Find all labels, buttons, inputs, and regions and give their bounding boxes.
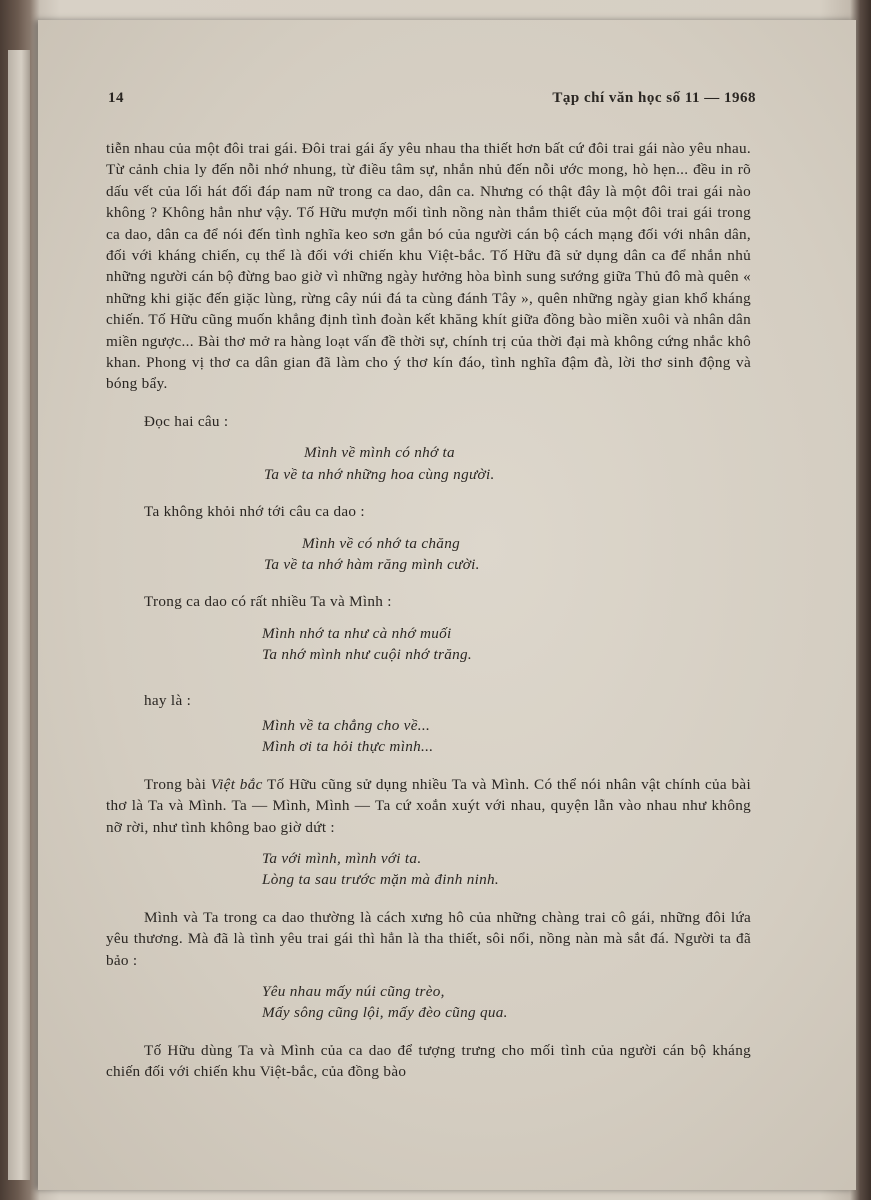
paragraph-text: Trong bài: [144, 775, 211, 793]
paragraph-intro: tiễn nhau của một đôi trai gái. Đôi trai gái ấy yêu nhau tha thiết hơn bất cứ đôi trai gái nào yêu nhau. Từ cảnh chia ly đến nỗi nhớ nhung, từ điều tâm sự, nhắn nhủ đến nỗi ước mong, hò hẹn... đều in rõ dấu vết của lối hát đối đáp nam nữ trong ca dao, dân ca. Nhưng có thật đây là một đôi trai gái nào không ? Không hẳn như vậy. Tố Hữu mượn mối tình nồng nàn thắm thiết của một đôi trai gái trong ca dao, dân ca để nói đến tình nghĩa keo sơn gắn bó của người cán bộ cách mạng đối với nhân dân, đối với kháng chiến, cụ thể là đối với chiến khu Việt-bắc. Tố Hữu đã sử dụng dân ca để nhắn nhủ những người cán bộ đừng bao giờ vì những ngày hưởng hòa bình sung sướng giữa Thủ đô mà quên « những khi giặc đến giặc lùng, rừng cây núi đá ta cùng đánh Tây », quên những ngày gian khổ kháng chiến. Tố Hữu cũng muốn khẳng định tình đoàn kết khăng khít giữa đồng bào miền xuôi và nhân dân miền ngược... Bài thơ mở ra hàng loạt vấn đề thời sự, chính trị của thời đại mà không cứng nhắc khô khan. Phong vị thơ ca dân gian đã làm cho ý thơ kín đáo, tình nghĩa đậm đà, lời thơ sinh động và bóng bẩy.: [106, 140, 751, 393]
verse-line: Mình về có nhớ ta chăng: [302, 534, 460, 552]
verse-line: Ta về ta nhớ những hoa cùng người.: [264, 465, 495, 483]
page-number: 14: [108, 90, 124, 106]
paragraph-text: Tố Hữu cũng sử dụng nhiều Ta và Mình. Có thể nói nhân vật chính của bài thơ là Ta và Mình. Ta — Mình, Mình — Ta cứ xoắn xuýt với nhau, quyện lẫn vào nhau như không nỡ rời, như tình không bao giờ dứt :: [106, 775, 751, 836]
verse-line: Ta nhớ mình như cuội nhớ trăng.: [262, 646, 473, 664]
verse-line: Lòng ta sau trước mặn mà đinh ninh.: [262, 871, 499, 889]
verse-intro-label: Trong ca dao có rất nhiều Ta và Mình :: [144, 593, 392, 611]
verse-intro-label: hay là :: [144, 691, 192, 709]
book-spine-edge: [8, 50, 30, 1180]
verse-block-1: [106, 442, 751, 485]
running-title: Tạp chí văn học số 11 — 1968: [552, 90, 756, 106]
verse-intro-label: Ta không khỏi nhớ tới câu ca dao :: [144, 503, 365, 521]
verse-block-6: [106, 981, 751, 1024]
poem-title: Việt bắc: [210, 775, 263, 793]
verse-intro-label: Đọc hai câu :: [144, 412, 229, 430]
verse-line: Ta về ta nhớ hàm răng mình cười.: [264, 555, 480, 573]
paragraph-viet-bac: [106, 774, 751, 838]
paragraph-ca-dao: Mình và Ta trong ca dao thường là cách xưng hô của những chàng trai cô gái, những đôi lứa yêu thương. Mà đã là tình yêu trai gái thì hẳn là tha thiết, sôi nổi, nồng nàn mà sắt đá. Người ta đã bảo :: [106, 908, 751, 969]
verse-line: Mình nhớ ta như cà nhớ muối: [262, 624, 452, 642]
article-body: [106, 138, 751, 1083]
verse-line: Mình về mình có nhớ ta: [304, 444, 455, 462]
book-page: [38, 20, 856, 1190]
verse-block-4: [106, 715, 751, 758]
paragraph-closing: Tố Hữu dùng Ta và Mình của ca dao để tượng trưng cho mối tình của người cán bộ kháng chiến đối với chiến khu Việt-bắc, của đồng bào: [106, 1041, 751, 1081]
verse-block-5: [106, 848, 751, 891]
verse-line: Ta với mình, mình với ta.: [262, 849, 422, 867]
verse-line: Yêu nhau mấy núi cũng trèo,: [262, 983, 445, 1000]
verse-block-3: [106, 623, 751, 666]
verse-block-2: [106, 533, 751, 576]
verse-line: Mình ơi ta hỏi thực mình...: [262, 738, 434, 756]
verse-line: Mình về ta chẳng cho về...: [262, 716, 431, 734]
verse-line: Mấy sông cũng lội, mấy đèo cũng qua.: [262, 1004, 508, 1022]
